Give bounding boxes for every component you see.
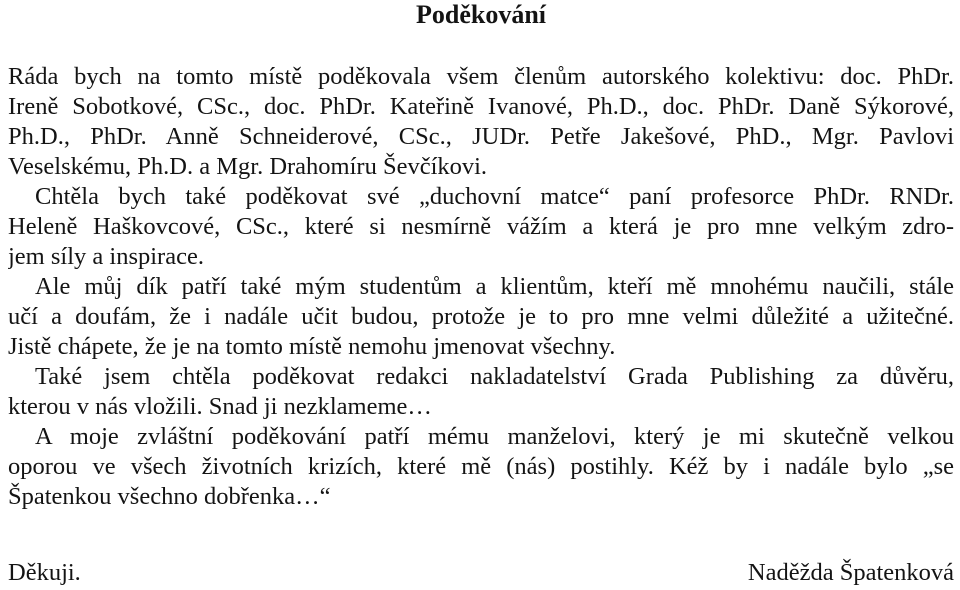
page-title: Poděkování: [415, 0, 547, 29]
text-line: učí a doufám, že i nadále učit budou, protože je to pro mne velmi důležité a užitečné.: [8, 303, 954, 330]
text-line: Chtěla bych také poděkovat své „duchovní matce“ paní profesorce PhDr. RNDr.: [35, 183, 954, 210]
text-line: Heleně Haškovcové, CSc., které si nesmírně vážím a která je pro mne velkým zdro-: [8, 213, 954, 240]
author-signature: Naděžda Špatenková: [747, 559, 954, 586]
text-line: oporou ve všech životních krizích, které mě (nás) postihly. Kéž by i nadále bylo „se: [8, 453, 954, 480]
document-page: [8, 0, 954, 589]
text-line: Ph.D., PhDr. Anně Schneiderové, CSc., JUDr. Petře Jakešové, PhD., Mgr. Pavlovi: [8, 123, 954, 150]
text-line: Veselskému, Ph.D. a Mgr. Drahomíru Ševčíkovi.: [8, 153, 488, 180]
text-line: Ráda bych na tomto místě poděkovala všem členům autorského kolektivu: doc. PhDr.: [8, 63, 954, 90]
text-line: Jistě chápete, že je na tomto místě nemohu jmenovat všechny.: [8, 333, 616, 360]
closing-thanks: Děkuji.: [8, 559, 81, 586]
text-line: jem síly a inspirace.: [8, 243, 204, 270]
text-line: Také jsem chtěla poděkovat redakci nakladatelství Grada Publishing za důvěru,: [35, 363, 954, 390]
text-line: kterou v nás vložili. Snad ji nezklameme…: [8, 393, 432, 420]
acknowledgement-body: [8, 62, 954, 512]
text-line: Ale můj dík patří také mým studentům a klientům, kteří mě mnohému naučili, stále: [35, 273, 954, 300]
text-line: A moje zvláštní poděkování patří mému manželovi, který je mi skutečně velkou: [35, 423, 954, 450]
text-line: Ireně Sobotkové, CSc., doc. PhDr. Kateřině Ivanové, Ph.D., doc. PhDr. Daně Sýkorové,: [8, 93, 954, 120]
text-line: Špatenkou všechno dobřenka…“: [8, 483, 331, 510]
